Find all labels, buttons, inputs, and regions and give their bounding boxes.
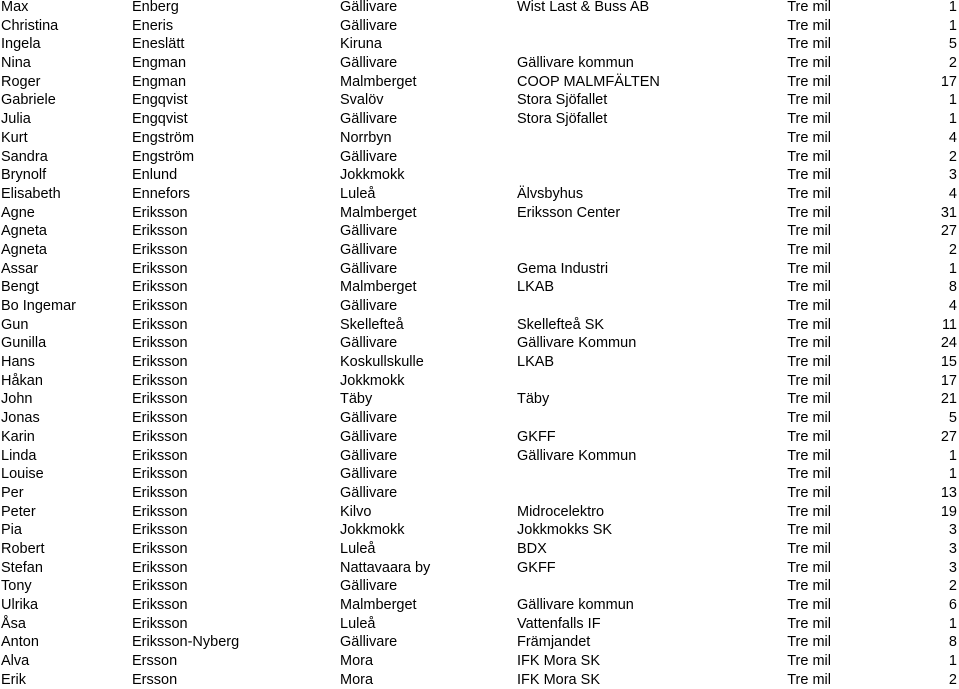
count-cell: 6 [948, 597, 957, 613]
count-cell: 1 [948, 92, 957, 109]
last-name-cell: Eriksson [132, 335, 188, 352]
class-cell: Tre mil [787, 316, 831, 333]
class-cell: Tre mil [787, 391, 831, 408]
class-cell: Tre mil [787, 73, 831, 90]
city-cell: Gällivare [340, 111, 398, 128]
first-name-cell: Roger [1, 73, 41, 90]
city-cell: Gällivare [340, 260, 398, 277]
count-cell: 1 [948, 17, 957, 34]
count-cell: 15 [940, 354, 957, 371]
class-cell: Tre mil [787, 185, 831, 202]
count-cell: 5 [948, 36, 957, 53]
first-name-cell: Tony [1, 578, 32, 595]
table-row [0, 390, 959, 409]
table-row [0, 559, 959, 578]
count-cell: 17 [940, 73, 957, 90]
first-name-cell: Max [1, 0, 29, 15]
class-cell: Tre mil [787, 111, 831, 128]
city-cell: Mora [340, 671, 374, 688]
class-cell: Tre mil [787, 92, 831, 109]
count-cell: 1 [948, 466, 957, 483]
table-row [0, 91, 959, 110]
club-cell: LKAB [517, 354, 555, 371]
last-name-cell: Eriksson [132, 540, 188, 557]
last-name-cell: Eriksson-Nyberg [132, 634, 240, 651]
city-cell: Svalöv [340, 92, 384, 109]
table-row [0, 633, 959, 652]
table-row [0, 148, 959, 167]
table-row [0, 484, 959, 503]
first-name-cell: Agneta [1, 223, 47, 240]
table-row [0, 35, 959, 54]
last-name-cell: Eriksson [132, 316, 188, 333]
table-row [0, 447, 959, 466]
first-name-cell: Agne [1, 204, 35, 221]
table-row [0, 372, 959, 391]
table-row [0, 73, 959, 92]
first-name-cell: Julia [1, 111, 31, 128]
count-cell: 27 [940, 428, 957, 445]
city-cell: Gällivare [340, 466, 398, 483]
first-name-cell: Alva [1, 653, 30, 670]
class-cell: Tre mil [787, 17, 831, 34]
class-cell: Tre mil [787, 148, 831, 165]
class-cell: Tre mil [787, 204, 831, 221]
club-cell: Stora Sjöfallet [517, 111, 608, 128]
class-cell: Tre mil [787, 559, 831, 576]
table-row [0, 596, 959, 615]
last-name-cell: Eneris [132, 17, 174, 34]
table-row [0, 54, 959, 73]
club-cell: Wist Last & Buss AB [517, 0, 650, 15]
class-cell: Tre mil [787, 55, 831, 72]
club-cell: Jokkmokks SK [517, 522, 613, 539]
last-name-cell: Eriksson [132, 279, 188, 296]
table-row [0, 334, 959, 353]
table-row [0, 428, 959, 447]
last-name-cell: Eriksson [132, 241, 188, 258]
count-cell: 2 [948, 578, 957, 595]
class-cell: Tre mil [787, 298, 831, 314]
table-row [0, 577, 959, 596]
city-cell: Luleå [340, 540, 376, 557]
city-cell: Gällivare [340, 55, 398, 72]
count-cell: 19 [940, 503, 957, 520]
class-cell: Tre mil [787, 671, 831, 688]
first-name-cell: Bo Ingemar [1, 298, 76, 314]
city-cell: Gällivare [340, 148, 398, 165]
table-row [0, 278, 959, 297]
count-cell: 1 [948, 260, 957, 277]
city-cell: Jokkmokk [340, 372, 405, 389]
count-cell: 24 [940, 335, 957, 352]
city-cell: Gällivare [340, 410, 398, 427]
last-name-cell: Engqvist [132, 111, 188, 128]
count-cell: 3 [948, 559, 957, 576]
club-cell: GKFF [517, 428, 556, 445]
city-cell: Gällivare [340, 484, 398, 501]
club-cell: Stora Sjöfallet [517, 92, 608, 109]
club-cell: Skellefteå SK [517, 316, 605, 333]
first-name-cell: Elisabeth [1, 185, 61, 202]
city-cell: Nattavaara by [340, 559, 431, 576]
first-name-cell: Brynolf [1, 167, 47, 184]
class-cell: Tre mil [787, 447, 831, 464]
count-cell: 1 [948, 653, 957, 670]
table-row [0, 17, 959, 36]
last-name-cell: Eriksson [132, 615, 188, 632]
table-row [0, 652, 959, 671]
last-name-cell: Eriksson [132, 447, 188, 464]
class-cell: Tre mil [787, 372, 831, 389]
first-name-cell: Gunilla [1, 335, 47, 352]
club-cell: LKAB [517, 279, 555, 296]
last-name-cell: Enlund [132, 167, 178, 184]
last-name-cell: Eriksson [132, 204, 188, 221]
club-cell: Gema Industri [517, 260, 609, 277]
class-cell: Tre mil [787, 410, 831, 427]
table-row [0, 297, 959, 316]
city-cell: Malmberget [340, 73, 417, 90]
last-name-cell: Eriksson [132, 354, 188, 371]
city-cell: Gällivare [340, 578, 398, 595]
last-name-cell: Ersson [132, 671, 178, 688]
last-name-cell: Eriksson [132, 223, 188, 240]
first-name-cell: Bengt [1, 279, 39, 296]
first-name-cell: Ulrika [1, 597, 39, 613]
class-cell: Tre mil [787, 167, 831, 184]
club-cell: Gällivare kommun [517, 55, 634, 72]
table-row [0, 521, 959, 540]
last-name-cell: Eriksson [132, 559, 188, 576]
first-name-cell: Gun [1, 316, 29, 333]
class-cell: Tre mil [787, 503, 831, 520]
last-name-cell: Eriksson [132, 466, 188, 483]
city-cell: Kiruna [340, 36, 382, 53]
class-cell: Tre mil [787, 522, 831, 539]
club-cell: GKFF [517, 559, 556, 576]
first-name-cell: Pia [1, 522, 22, 539]
first-name-cell: Ingela [1, 36, 41, 53]
last-name-cell: Eriksson [132, 260, 188, 277]
city-cell: Luleå [340, 185, 376, 202]
city-cell: Gällivare [340, 634, 398, 651]
first-name-cell: Erik [1, 671, 26, 688]
table-row [0, 0, 959, 17]
city-cell: Gällivare [340, 17, 398, 34]
city-cell: Gällivare [340, 223, 398, 240]
class-cell: Tre mil [787, 466, 831, 483]
club-cell: Älvsbyhus [517, 185, 584, 202]
class-cell: Tre mil [787, 354, 831, 371]
club-cell: BDX [517, 540, 547, 557]
club-cell: Eriksson Center [517, 204, 621, 221]
table-row [0, 185, 959, 204]
table-row [0, 110, 959, 129]
table-row [0, 465, 959, 484]
city-cell: Gällivare [340, 428, 398, 445]
count-cell: 4 [948, 129, 957, 146]
last-name-cell: Engman [132, 55, 187, 72]
count-cell: 11 [941, 316, 957, 333]
first-name-cell: Gabriele [1, 92, 56, 109]
first-name-cell: Karin [1, 428, 35, 445]
last-name-cell: Ennefors [132, 185, 191, 202]
count-cell: 3 [948, 522, 957, 539]
last-name-cell: Ersson [132, 653, 178, 670]
count-cell: 4 [948, 185, 957, 202]
club-cell: Täby [517, 391, 550, 408]
first-name-cell: Håkan [1, 372, 43, 389]
class-cell: Tre mil [787, 578, 831, 595]
first-name-cell: Kurt [1, 129, 28, 146]
table-row [0, 316, 959, 335]
club-cell: Vattenfalls IF [517, 615, 601, 632]
class-cell: Tre mil [787, 335, 831, 352]
first-name-cell: Nina [1, 55, 31, 72]
count-cell: 1 [948, 615, 957, 632]
table-row [0, 260, 959, 279]
city-cell: Gällivare [340, 0, 398, 15]
count-cell: 13 [940, 484, 957, 501]
class-cell: Tre mil [787, 279, 831, 296]
first-name-cell: Åsa [1, 615, 26, 632]
last-name-cell: Enberg [132, 0, 179, 15]
count-cell: 1 [948, 111, 957, 128]
table-row [0, 241, 959, 260]
class-cell: Tre mil [787, 540, 831, 557]
city-cell: Gällivare [340, 241, 398, 258]
city-cell: Luleå [340, 615, 376, 632]
city-cell: Gällivare [340, 447, 398, 464]
last-name-cell: Engström [132, 148, 195, 165]
class-cell: Tre mil [787, 484, 831, 501]
count-cell: 2 [948, 241, 957, 258]
city-cell: Koskullskulle [340, 354, 424, 371]
class-cell: Tre mil [787, 597, 831, 613]
count-cell: 3 [948, 540, 957, 557]
city-cell: Norrbyn [340, 129, 392, 146]
last-name-cell: Eriksson [132, 503, 188, 520]
club-cell: Midrocelektro [517, 503, 605, 520]
first-name-cell: Anton [1, 634, 39, 651]
table-row [0, 615, 959, 634]
class-cell: Tre mil [787, 428, 831, 445]
last-name-cell: Eriksson [132, 428, 188, 445]
first-name-cell: John [1, 391, 33, 408]
first-name-cell: Christina [1, 17, 59, 34]
club-cell: Främjandet [517, 634, 591, 651]
city-cell: Malmberget [340, 204, 417, 221]
count-cell: 4 [948, 298, 957, 314]
count-cell: 31 [940, 204, 957, 221]
last-name-cell: Eriksson [132, 372, 188, 389]
last-name-cell: Eriksson [132, 578, 188, 595]
count-cell: 5 [948, 410, 957, 427]
first-name-cell: Per [1, 484, 24, 501]
city-cell: Jokkmokk [340, 522, 405, 539]
first-name-cell: Assar [1, 260, 39, 277]
table-row [0, 129, 959, 148]
club-cell: COOP MALMFÄLTEN [517, 73, 660, 90]
city-cell: Täby [340, 391, 373, 408]
first-name-cell: Agneta [1, 241, 47, 258]
city-cell: Malmberget [340, 597, 417, 613]
last-name-cell: Eriksson [132, 298, 188, 314]
count-cell: 1 [948, 0, 957, 15]
city-cell: Gällivare [340, 335, 398, 352]
last-name-cell: Eriksson [132, 484, 188, 501]
city-cell: Jokkmokk [340, 167, 405, 184]
first-name-cell: Linda [1, 447, 37, 464]
class-cell: Tre mil [787, 634, 831, 651]
class-cell: Tre mil [787, 36, 831, 53]
last-name-cell: Eriksson [132, 410, 188, 427]
last-name-cell: Eriksson [132, 522, 188, 539]
table-row [0, 204, 959, 223]
table-row [0, 503, 959, 522]
count-cell: 21 [940, 391, 957, 408]
count-cell: 1 [948, 447, 957, 464]
table-row [0, 409, 959, 428]
first-name-cell: Sandra [1, 148, 48, 165]
city-cell: Kilvo [340, 503, 372, 520]
last-name-cell: Eriksson [132, 391, 188, 408]
last-name-cell: Engström [132, 129, 195, 146]
city-cell: Malmberget [340, 279, 417, 296]
count-cell: 27 [940, 223, 957, 240]
club-cell: Gällivare Kommun [517, 335, 637, 352]
count-cell: 17 [940, 372, 957, 389]
class-cell: Tre mil [787, 129, 831, 146]
count-cell: 8 [948, 279, 957, 296]
last-name-cell: Eneslätt [132, 36, 185, 53]
first-name-cell: Peter [1, 503, 36, 520]
last-name-cell: Eriksson [132, 597, 188, 613]
count-cell: 3 [948, 167, 957, 184]
city-cell: Skellefteå [340, 316, 404, 333]
club-cell: IFK Mora SK [517, 653, 600, 670]
class-cell: Tre mil [787, 223, 831, 240]
first-name-cell: Hans [1, 354, 35, 371]
first-name-cell: Robert [1, 540, 45, 557]
class-cell: Tre mil [787, 241, 831, 258]
class-cell: Tre mil [787, 615, 831, 632]
table-row [0, 222, 959, 241]
class-cell: Tre mil [787, 653, 831, 670]
count-cell: 2 [948, 55, 957, 72]
first-name-cell: Jonas [1, 410, 40, 427]
club-cell: IFK Mora SK [517, 671, 600, 688]
city-cell: Gällivare [340, 298, 398, 314]
club-cell: Gällivare Kommun [517, 447, 637, 464]
class-cell: Tre mil [787, 0, 831, 15]
city-cell: Mora [340, 653, 374, 670]
count-cell: 2 [948, 148, 957, 165]
club-cell: Gällivare kommun [517, 597, 634, 613]
first-name-cell: Stefan [1, 559, 43, 576]
table-row [0, 671, 959, 689]
count-cell: 2 [948, 671, 957, 688]
table-row [0, 540, 959, 559]
count-cell: 8 [948, 634, 957, 651]
first-name-cell: Louise [1, 466, 44, 483]
table-row [0, 353, 959, 372]
table-row [0, 166, 959, 185]
last-name-cell: Engqvist [132, 92, 188, 109]
class-cell: Tre mil [787, 260, 831, 277]
last-name-cell: Engman [132, 73, 187, 90]
